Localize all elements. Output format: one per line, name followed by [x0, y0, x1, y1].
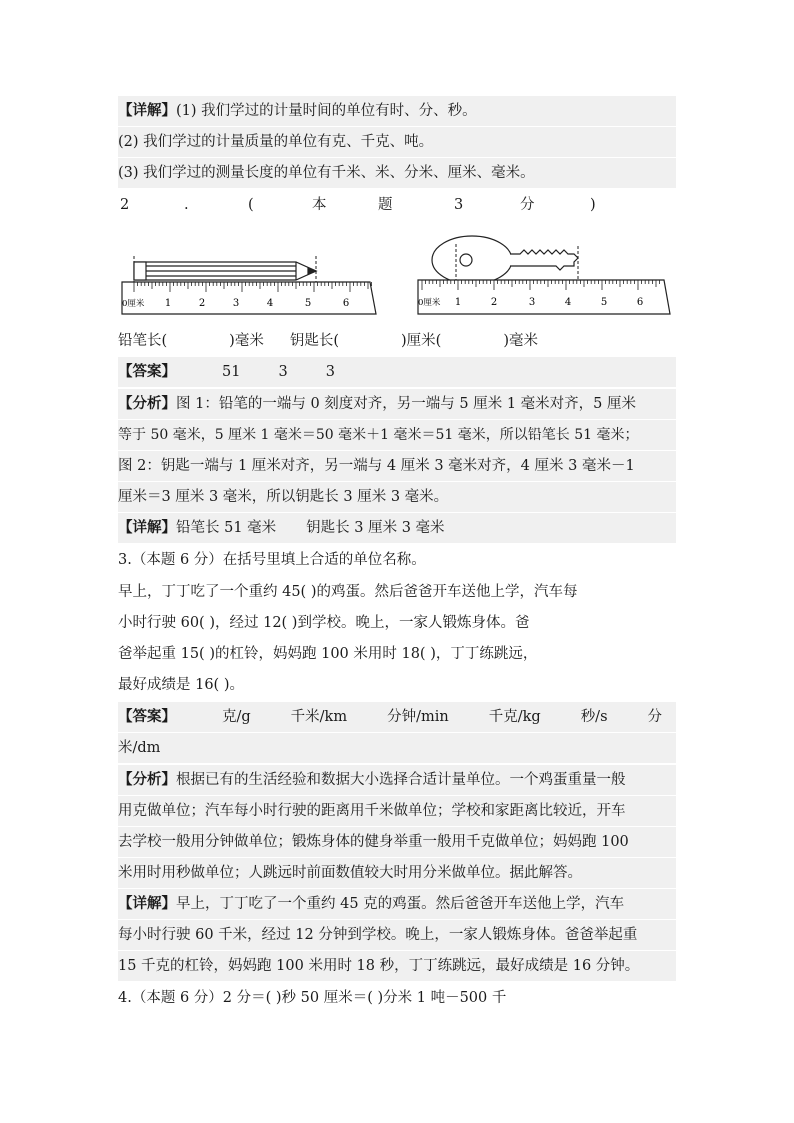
key-ruler-figure — [414, 228, 676, 322]
ruler-2-tick-4: 4 — [564, 297, 572, 308]
analysis-tag: 【分析】 — [118, 395, 176, 412]
q2-fill-line — [118, 326, 676, 356]
analysis-tag: 【分析】 — [118, 771, 176, 788]
pencil-icon — [134, 262, 316, 280]
q2-analysis-line-3: 图 2：钥匙一端与 1 厘米对齐，另一端与 4 厘米 3 毫米对齐，4 厘米 3 毫米－1 — [118, 451, 676, 481]
ruler-1 — [122, 282, 376, 314]
detail-key: 钥匙长 3 厘米 3 毫米 — [306, 520, 445, 536]
q2-answer-2: 3 — [278, 364, 288, 380]
pencil-unit: )毫米 — [229, 333, 264, 349]
ruler-1-tick-4: 4 — [266, 298, 274, 309]
question-2-header — [118, 190, 676, 220]
analysis-text: 根据已有的生活经验和数据大小选择合适计量单位。一个鸡蛋重量一般 — [176, 772, 626, 788]
q3-answer-2: 千米/km — [290, 709, 348, 725]
key-icon — [432, 236, 578, 284]
key-cm-unit: )厘米( — [401, 333, 442, 349]
q2-answer-3: 3 — [325, 364, 335, 380]
ruler-2 — [418, 280, 670, 314]
q3-analysis-line-3: 去学校一般用分钟做单位；锻炼身体的健身举重一般用千克做单位；妈妈跑 100 — [118, 827, 676, 857]
q2-ti: 题 — [378, 197, 393, 213]
q2-open: ( — [248, 197, 254, 213]
q3-body-line-4: 最好成绩是 16( )。 — [118, 677, 244, 693]
q3-answer-6: 分 — [647, 709, 663, 725]
key-length-label: 钥匙长( — [289, 333, 340, 349]
q3-answer-wrap: 米/dm — [118, 733, 676, 763]
q3-analysis-line-4: 米用时用秒做单位；人跳远时前面数值较大时用分米做单位。据此解答。 — [118, 858, 676, 888]
q2-answer-line — [118, 357, 676, 387]
ruler-2-tick-3: 3 — [528, 297, 536, 308]
q3-answer-3: 分钟/min — [387, 709, 449, 725]
pencil-ruler-figure — [118, 244, 382, 322]
q3-answer-5: 秒/s — [580, 709, 608, 725]
ruler-1-tick-2: 2 — [198, 298, 206, 309]
detail-line-3: (3) 我们学过的测量长度的单位有千米、米、分米、厘米、毫米。 — [118, 158, 676, 188]
q2-dot: . — [184, 197, 189, 213]
ruler-2-tick-1: 1 — [454, 297, 462, 308]
ruler-1-unit: 0厘米 — [122, 299, 145, 309]
detail-line-1 — [118, 96, 676, 126]
q2-ben: 本 — [312, 197, 327, 213]
ruler-2-tick-2: 2 — [490, 297, 498, 308]
q3-analysis-line-2: 用克做单位；汽车每小时行驶的距离用千米做单位；学校和家距离比较近，开车 — [118, 796, 676, 826]
q2-number: 2 — [120, 197, 130, 213]
detail-tag: 【详解】 — [118, 895, 176, 912]
analysis-text: 图 1：铅笔的一端与 0 刻度对齐，另一端与 5 厘米 1 毫米对齐，5 厘米 — [176, 396, 636, 412]
q2-detail-line — [118, 513, 676, 543]
q2-fen: 分 — [520, 197, 535, 213]
answer-tag: 【答案】 — [118, 708, 176, 725]
q3-body-line-2: 小时行驶 60( )，经过 12( )到学校。晚上，一家人锻炼身体。爸 — [118, 615, 530, 631]
q3-answer-line — [118, 702, 676, 732]
ruler-1-tick-5: 5 — [304, 298, 312, 309]
answer-tag: 【答案】 — [118, 363, 176, 380]
q3-answer-1: 克/g — [222, 709, 251, 725]
ruler-1-tick-1: 1 — [164, 298, 172, 309]
detail-text: (1) 我们学过的计量时间的单位有时、分、秒。 — [176, 103, 477, 119]
q3-detail-line-3: 15 千克的杠铃，妈妈跑 100 米用时 18 秒，丁丁练跳远，最好成绩是 16 分钟。 — [118, 951, 676, 981]
ruler-2-unit: 0厘米 — [418, 298, 441, 308]
q3-detail-line-1 — [118, 889, 676, 919]
q3-body-line-1: 早上，丁丁吃了一个重约 45( )的鸡蛋。然后爸爸开车送他上学，汽车每 — [118, 584, 578, 600]
q2-score: 3 — [454, 197, 464, 213]
ruler-1-tick-3: 3 — [232, 298, 240, 309]
q3-analysis-line-1 — [118, 765, 676, 795]
detail-text: 早上，丁丁吃了一个重约 45 克的鸡蛋。然后爸爸开车送他上学，汽车 — [176, 896, 625, 912]
ruler-1-tick-6: 6 — [342, 298, 350, 309]
detail-tag: 【详解】 — [118, 102, 176, 119]
detail-tag: 【详解】 — [118, 519, 176, 536]
q2-analysis-line-2: 等于 50 毫米，5 厘米 1 毫米＝50 毫米＋1 毫米＝51 毫米，所以铅笔长 51 毫米； — [118, 420, 676, 450]
question-4-line: 4.（本题 6 分）2 分＝( )秒 50 厘米＝( )分米 1 吨－500 千 — [118, 990, 507, 1006]
key-mm-unit: )毫米 — [503, 333, 539, 349]
q3-body-line-3: 爸举起重 15( )的杠铃，妈妈跑 100 米用时 18( )，丁丁练跳远， — [118, 646, 538, 662]
ruler-2-tick-5: 5 — [600, 297, 608, 308]
q2-answer-1: 51 — [222, 364, 241, 380]
q2-close: ) — [590, 197, 596, 213]
pencil-length-label: 铅笔长( — [118, 333, 168, 349]
q3-answer-4: 千克/kg — [488, 709, 541, 725]
detail-line-2: (2) 我们学过的计量质量的单位有克、千克、吨。 — [118, 127, 676, 157]
q3-detail-line-2: 每小时行驶 60 千米，经过 12 分钟到学校。晚上，一家人锻炼身体。爸爸举起重 — [118, 920, 676, 950]
ruler-2-tick-6: 6 — [636, 297, 644, 308]
detail-pencil: 铅笔长 51 毫米 — [176, 520, 277, 536]
question-3-header: 3.（本题 6 分）在括号里填上合适的单位名称。 — [118, 552, 426, 568]
q2-analysis-line-4: 厘米＝3 厘米 3 毫米，所以钥匙长 3 厘米 3 毫米。 — [118, 482, 676, 512]
q2-analysis-line-1 — [118, 389, 676, 419]
